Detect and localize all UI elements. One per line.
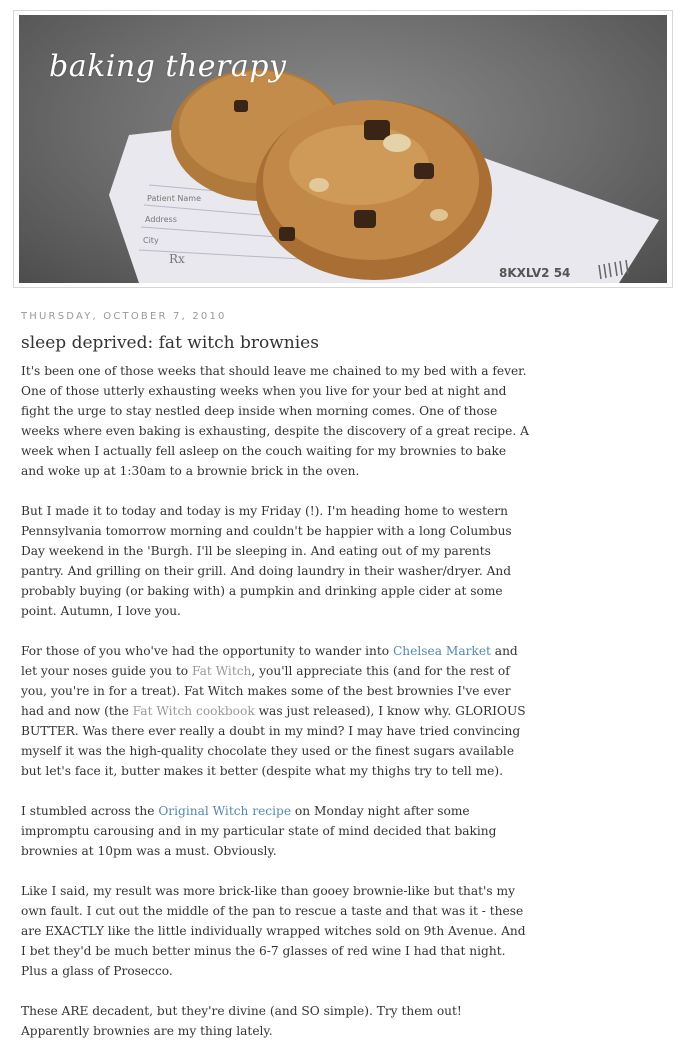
receipt-field-address: Address <box>145 215 177 224</box>
receipt-rx: Rx <box>169 252 185 266</box>
fat-witch-cookbook-link[interactable]: Fat Witch cookbook <box>132 704 255 718</box>
receipt-field-city: City <box>143 236 159 245</box>
p4-text-1: I stumbled across the <box>21 804 159 818</box>
blog-title[interactable]: baking therapy <box>49 49 287 84</box>
paragraph-3 <box>21 641 531 781</box>
paragraph-4 <box>21 801 531 861</box>
p3-text-1: For those of you who've had the opportunity to wander into <box>21 644 393 658</box>
post-body <box>21 361 531 1061</box>
p3-text-4: was just released), I know why. GLORIOUS BUTTER. Was there ever really a doubt in my mind? I may have tried convincing myself it was the high-quality chocolate they used or the finest sugars available but let's face it, butter makes it better (despite what my thighs try to tell me). <box>21 704 526 778</box>
chocolate-chunk <box>364 120 390 140</box>
p4-text-2: on Monday night after some impromptu carousing and in my particular state of mind decided that baking brownies at 10pm was a must. Obviously. <box>21 804 497 858</box>
chelsea-market-link[interactable]: Chelsea Market <box>392 644 491 658</box>
post-date: THURSDAY, OCTOBER 7, 2010 <box>21 311 227 322</box>
fat-witch-link[interactable]: Fat Witch <box>191 664 252 678</box>
paragraph-5: Like I said, my result was more brick-like than gooey brownie-like but that's my own fault. I cut out the middle of the pan to rescue a taste and that was it - these are EXACTLY like the little individually wrapped witches sold on 9th Avenue. And I bet they'd be much better minus the 6-7 glasses of red wine I had that night. Plus a glass of Prosecco. <box>21 884 526 978</box>
receipt-code: 8KXLV2 54 <box>499 266 571 280</box>
header-image-cookies <box>19 15 667 283</box>
blog-header[interactable] <box>13 10 673 288</box>
paragraph-1: It's been one of those weeks that should leave me chained to my bed with a fever. One of those utterly exhausting weeks when you live for your bed at night and fight the urge to stay nestled deep inside when morning comes. One of those weeks where even baking is exhausting, despite the discovery of a great recipe. A week when I actually fell asleep on the couch waiting for my brownies to bake and woke up at 1:30am to a brownie brick in the oven. <box>21 364 529 478</box>
paragraph-2: But I made it to today and today is my Friday (!). I'm heading home to western Pennsylvania tomorrow morning and couldn't be happier with a long Columbus Day weekend in the 'Burgh. I'll be sleeping in. And eating out of my parents pantry. And grilling on their grill. And doing laundry in their washer/dryer. And probably buying (or baking with) a pumpkin and drinking apple cider at some point. Autumn, I love you. <box>21 504 512 618</box>
original-witch-recipe-link[interactable]: Original Witch recipe <box>158 804 292 818</box>
p3-text-2: and let your noses guide you to <box>21 644 518 678</box>
paragraph-6: These ARE decadent, but they're divine (and SO simple). Try them out! Apparently brownies are my thing lately. <box>21 1004 462 1038</box>
post-title: sleep deprived: fat witch brownies <box>21 333 319 353</box>
p3-text-3: , you'll appreciate this (and for the rest of you, you're in for a treat). Fat Witch makes some of the best brownies I've ever had and now (the <box>21 664 511 718</box>
receipt-field-name: Patient Name <box>147 194 201 203</box>
